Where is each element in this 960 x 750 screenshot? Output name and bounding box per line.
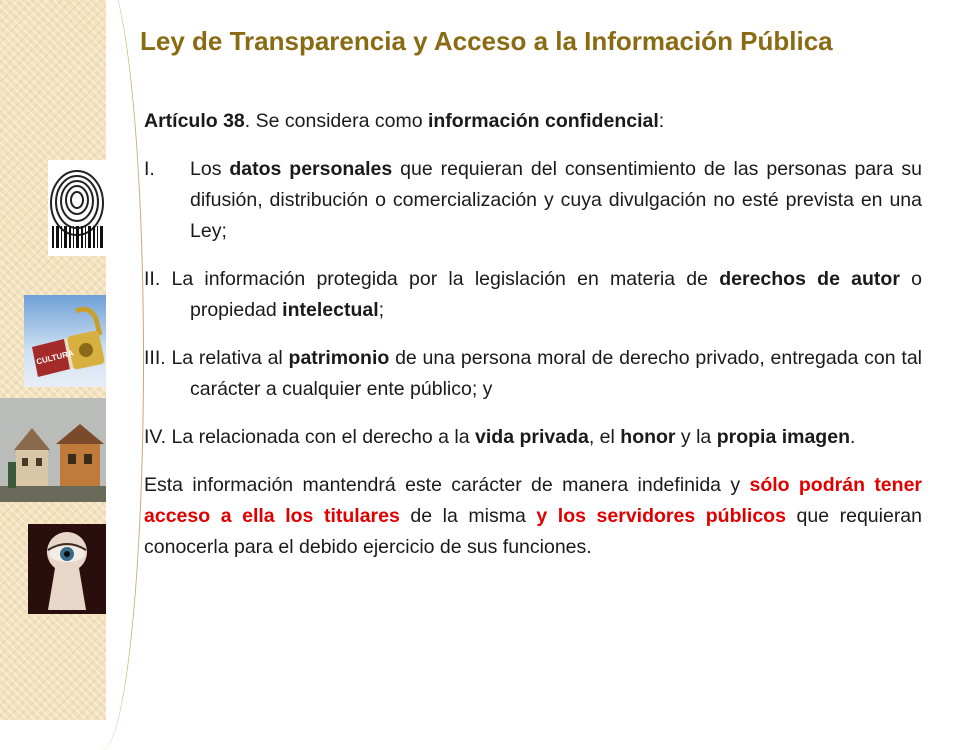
- item-text: La relacionada con el derecho a la: [166, 426, 476, 448]
- fingerprint-image: [48, 160, 106, 256]
- intro-bold: información confidencial: [427, 110, 659, 132]
- item-bold: propia imagen: [716, 426, 850, 448]
- closing-text: de la misma: [399, 505, 537, 527]
- heritage-buildings-image: [0, 398, 106, 502]
- item-bold: intelectual: [282, 299, 379, 321]
- item-number: II: [144, 268, 155, 290]
- item-number: IV.: [144, 426, 167, 448]
- item-number: III.: [144, 347, 166, 369]
- copyright-padlock-image: [24, 295, 106, 387]
- article-number: Artículo 38: [144, 110, 245, 132]
- item-bold: vida privada: [475, 426, 589, 448]
- closing-paragraph: [144, 470, 922, 563]
- list-item-i: [144, 154, 922, 247]
- item-text: , el: [588, 426, 621, 448]
- item-number: I.: [144, 158, 155, 180]
- item-bold: derechos de autor: [719, 268, 900, 290]
- item-text: que requieran del consentimiento de las personas para su difusión, distribución o comercialización y cuya divulgación no esté prevista en una Ley;: [190, 158, 923, 242]
- list-item-ii: [144, 264, 922, 326]
- book-cover-label: CULTURA: [35, 348, 75, 367]
- closing-highlight: y los servidores públicos: [536, 505, 786, 527]
- page-title: Ley de Transparencia y Acceso a la Información Pública: [140, 26, 833, 56]
- eye-keyhole-image: [28, 524, 106, 614]
- intro-colon: :: [658, 110, 665, 132]
- closing-text: que requieran conocerla para el debido ejercicio de sus funciones.: [144, 505, 923, 558]
- item-bold: honor: [620, 426, 676, 448]
- item-text: de una persona moral de derecho privado, entregada con tal carácter a cualquier ente público; y: [190, 347, 922, 400]
- item-text: Los: [190, 158, 230, 180]
- closing-highlight: sólo podrán tener acceso a ella los titulares: [144, 474, 923, 527]
- item-text: . La información protegida por la legislación en materia de: [154, 268, 720, 290]
- intro-text: . Se considera como: [244, 110, 428, 132]
- closing-text: Esta información mantendrá este carácter de manera indefinida y: [144, 474, 750, 496]
- article-intro: [144, 106, 922, 137]
- item-text: y la: [675, 426, 717, 448]
- item-bold: datos personales: [229, 158, 393, 180]
- item-bold: patrimonio: [288, 347, 390, 369]
- item-text: o propiedad: [190, 268, 923, 321]
- article-body: [144, 106, 922, 580]
- list-item-iv: [144, 422, 922, 453]
- list-item-iii: [144, 343, 922, 405]
- item-text: ;: [378, 299, 385, 321]
- item-text: .: [849, 426, 856, 448]
- item-text: La relativa al: [165, 347, 289, 369]
